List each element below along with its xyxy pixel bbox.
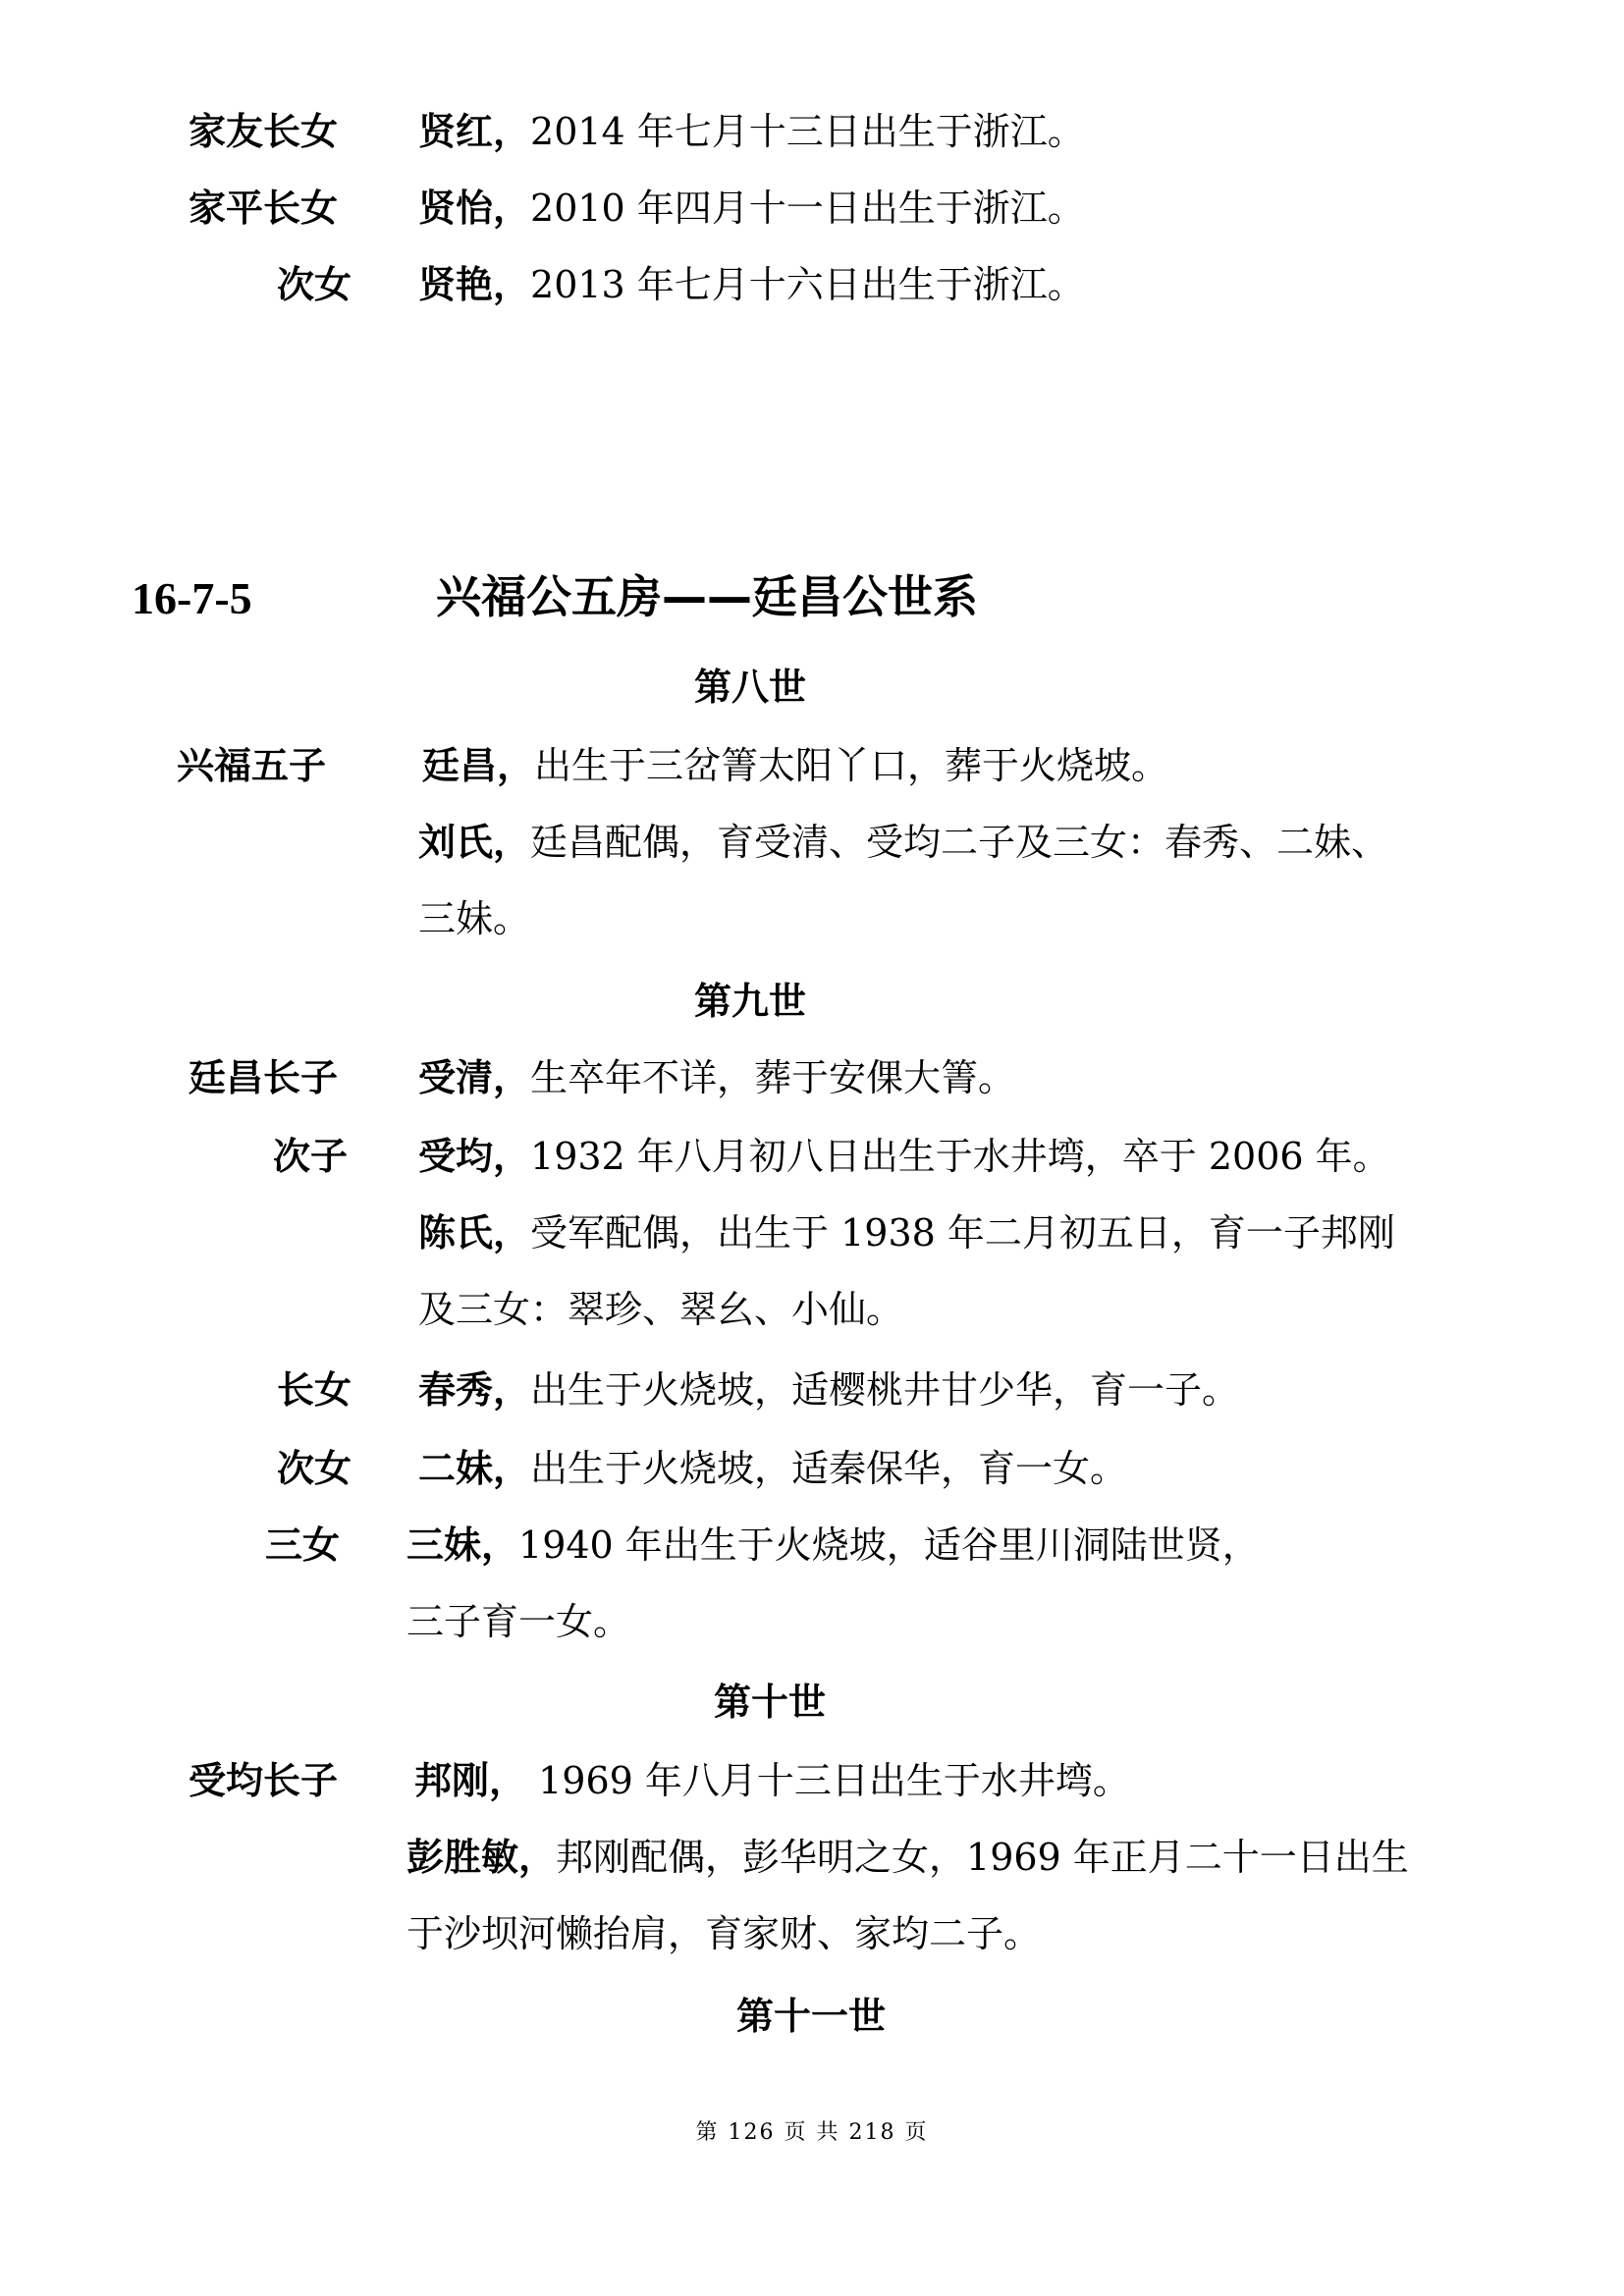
entry-text: 生卒年不详，葬于安倮大箐。 — [530, 1056, 1016, 1099]
entry-line — [418, 1366, 1239, 1414]
generation-heading: 第十一世 — [735, 1995, 886, 2038]
entry-line — [418, 1054, 1015, 1101]
section-number: 16-7-5 — [132, 573, 252, 623]
entry-text: 2010 年四月十一日出生于浙江。 — [530, 187, 1085, 230]
entry-name: 受均， — [418, 1135, 531, 1178]
entry-continuation: 及三女：翠珍、翠幺、小仙。 — [418, 1288, 904, 1331]
entry-line — [406, 1522, 1260, 1569]
entry-name: 三妹， — [406, 1523, 519, 1567]
entry-text: 受军配偶，出生于 1938 年二月初五日，育一子邦刚 — [530, 1211, 1395, 1255]
page-footer: 第 126 页 共 218 页 — [695, 2120, 929, 2145]
generation-heading: 第十世 — [713, 1681, 826, 1724]
entry-label: 长女 — [277, 1368, 352, 1412]
entry-line — [418, 819, 1388, 866]
entry-continuation: 三妹。 — [418, 897, 531, 940]
entry-text: 出生于三岔箐太阳丫口，葬于火烧坡。 — [534, 744, 1169, 787]
entry-line — [418, 1133, 1390, 1180]
entry-label: 家友长女 — [189, 110, 339, 153]
entry-name: 邦刚， — [414, 1759, 527, 1802]
entry-name: 陈氏， — [418, 1211, 531, 1255]
entry-text: 1940 年出生于火烧坡，适谷里川洞陆世贤， — [518, 1523, 1260, 1567]
entry-text: 1932 年八月初八日出生于水井塆，卒于 2006 年。 — [530, 1135, 1390, 1178]
entry-label: 三女 — [265, 1523, 341, 1567]
entry-label: 次女 — [277, 263, 352, 306]
entry-label: 家平长女 — [189, 187, 339, 230]
entry-name: 刘氏， — [418, 821, 531, 864]
entry-name: 廷昌， — [422, 744, 535, 787]
entry-text: 1969 年八月十三日出生于水井塆。 — [526, 1759, 1130, 1802]
generation-heading: 第八世 — [693, 666, 806, 709]
entry-text: 出生于火烧坡，适樱桃井甘少华，育一子。 — [530, 1368, 1240, 1412]
entry-text: 2014 年七月十三日出生于浙江。 — [530, 110, 1085, 153]
entry-label: 受均长子 — [189, 1759, 339, 1802]
entry-label: 廷昌长子 — [189, 1056, 339, 1099]
entry-line — [418, 185, 1085, 232]
entry-name: 彭胜敏， — [406, 1836, 557, 1879]
entry-line — [414, 1757, 1130, 1804]
entry-name: 贤红， — [418, 110, 531, 153]
entry-text: 2013 年七月十六日出生于浙江。 — [530, 263, 1085, 306]
entry-line — [406, 1834, 1409, 1881]
entry-continuation: 三子育一女。 — [406, 1600, 631, 1643]
entry-text: 廷昌配偶，育受清、受均二子及三女：春秀、二妹、 — [530, 821, 1389, 864]
entry-label: 次子 — [273, 1135, 349, 1178]
entry-continuation: 于沙坝河懒抬肩，育家财、家均二子。 — [406, 1912, 1042, 1955]
entry-label: 次女 — [277, 1447, 352, 1490]
section-title: 兴福公五房——廷昌公世系 — [436, 570, 978, 623]
generation-heading: 第九世 — [693, 980, 806, 1023]
entry-line — [418, 1209, 1395, 1256]
entry-name: 二妹， — [418, 1447, 531, 1490]
entry-text: 邦刚配偶，彭华明之女，1969 年正月二十一日出生 — [556, 1836, 1409, 1879]
entry-text: 出生于火烧坡，适秦保华，育一女。 — [530, 1447, 1128, 1490]
entry-line — [418, 108, 1085, 155]
entry-label: 兴福五子 — [177, 744, 327, 787]
entry-name: 春秀， — [418, 1368, 531, 1412]
entry-name: 贤怡， — [418, 187, 531, 230]
entry-line — [418, 261, 1085, 308]
entry-line — [418, 1445, 1127, 1492]
entry-line — [422, 742, 1168, 789]
entry-name: 受清， — [418, 1056, 531, 1099]
entry-name: 贤艳， — [418, 263, 531, 306]
